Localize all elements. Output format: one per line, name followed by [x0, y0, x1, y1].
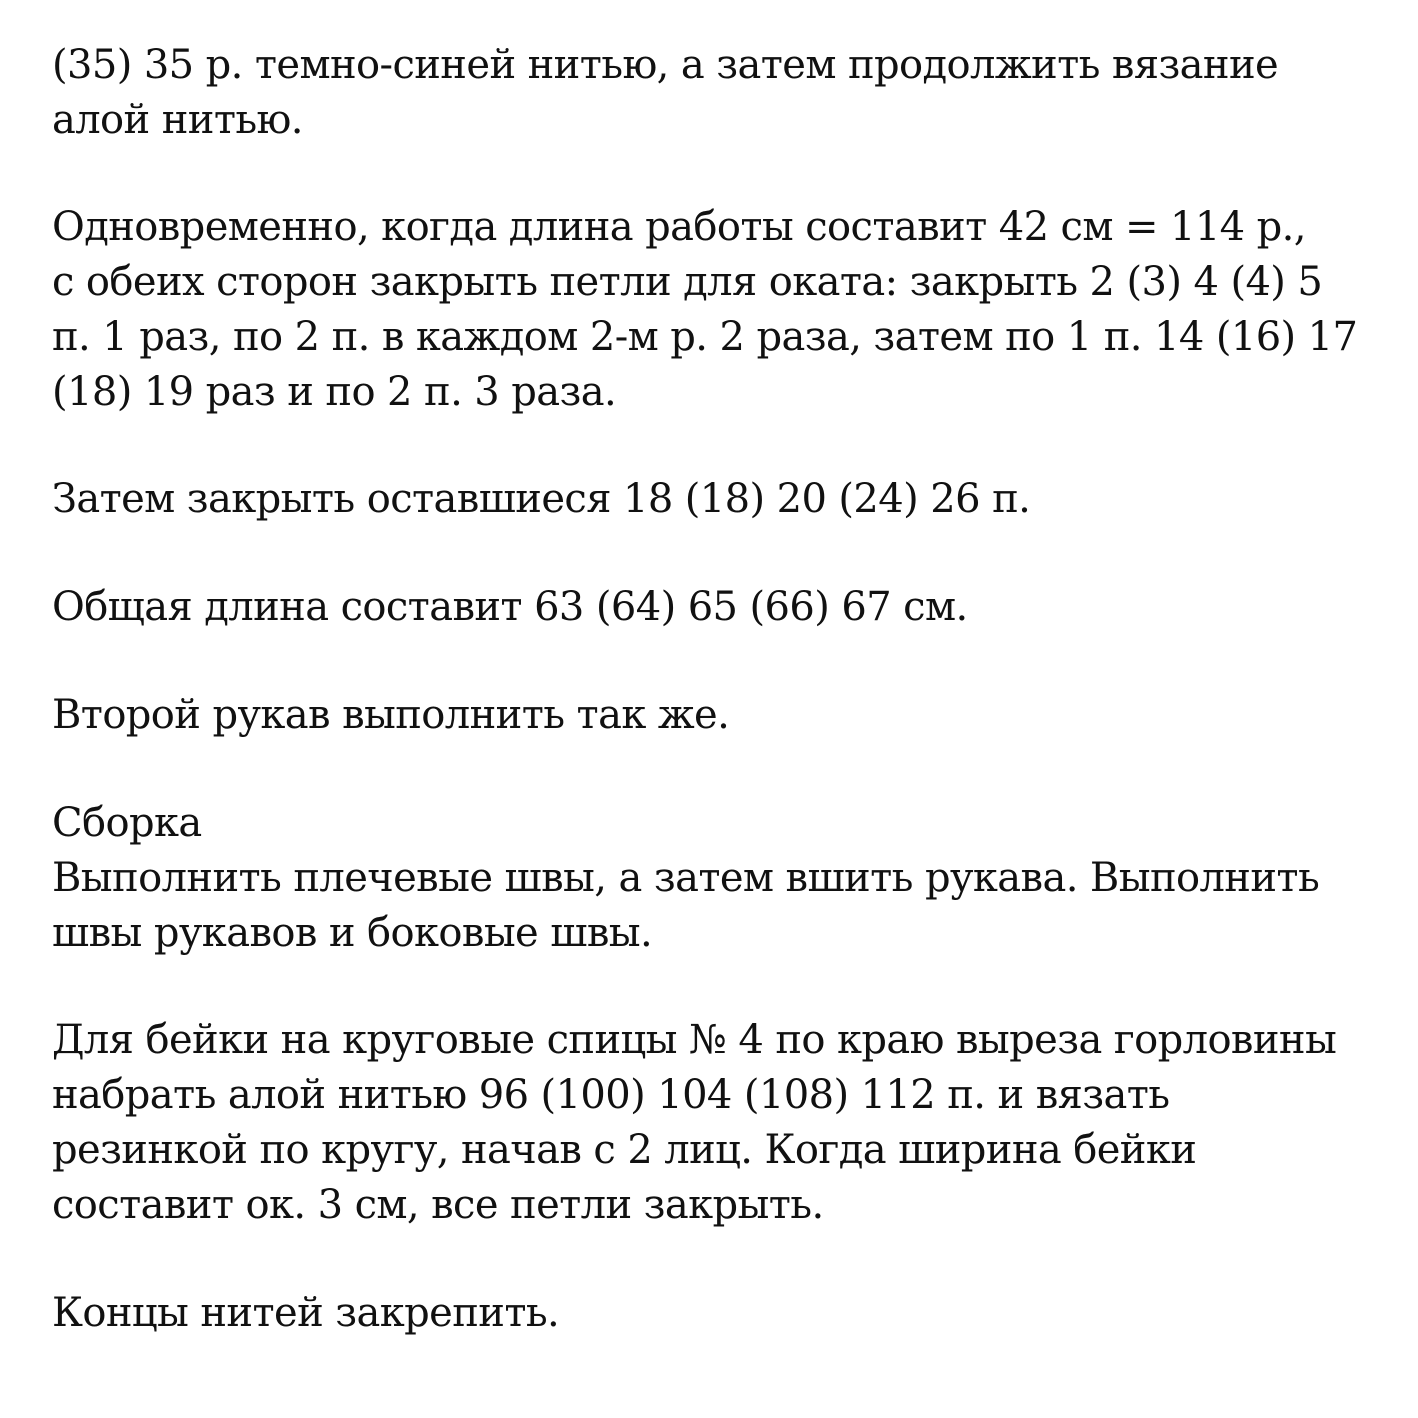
text-line: Для бейки на круговые спицы № 4 по краю выреза горловины	[52, 1017, 1337, 1063]
text-line: Одновременно, когда длина работы составит 42 см = 114 р.,	[52, 204, 1306, 250]
text-line: Общая длина составит 63 (64) 65 (66) 67 см.	[52, 584, 968, 630]
text-line: набрать алой нитью 96 (100) 104 (108) 112 п. и вязать	[52, 1072, 1170, 1118]
text-line: составит ок. 3 см, все петли закрыть.	[52, 1182, 824, 1228]
text-line: с обеих сторон закрыть петли для оката: закрыть 2 (3) 4 (4) 5	[52, 259, 1323, 305]
text-line: (18) 19 раз и по 2 п. 3 раза.	[52, 369, 617, 415]
text-line: п. 1 раз, по 2 п. в каждом 2-м р. 2 раза, затем по 1 п. 14 (16) 17	[52, 314, 1358, 360]
text-line: Второй рукав выполнить так же.	[52, 692, 730, 738]
text-line: алой нитью.	[52, 97, 303, 143]
text-line: Выполнить плечевые швы, а затем вшить рукава. Выполнить	[52, 855, 1320, 901]
text-line: швы рукавов и боковые швы.	[52, 910, 653, 956]
text-line: Концы нитей закрепить.	[52, 1290, 560, 1336]
text-line: резинкой по кругу, начав с 2 лиц. Когда ширина бейки	[52, 1127, 1197, 1173]
text-line: Затем закрыть оставшиеся 18 (18) 20 (24) 26 п.	[52, 476, 1031, 522]
text-line: (35) 35 р. темно-синей нитью, а затем продолжить вязание	[52, 42, 1279, 88]
section-heading: Сборка	[52, 800, 202, 846]
